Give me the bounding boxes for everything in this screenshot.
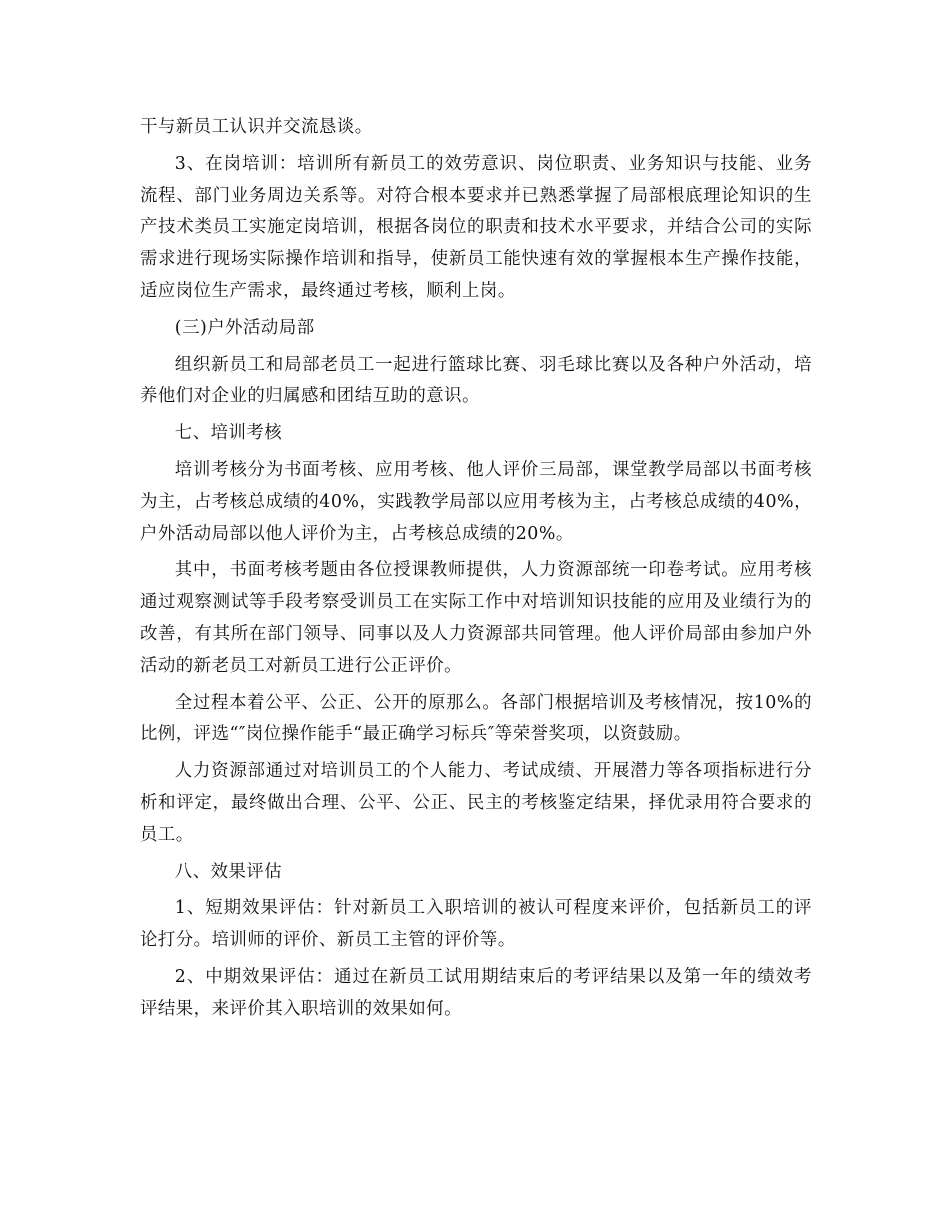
paragraph-fair-principle: 全过程本着公平、公正、公开的原那么。各部门根据培训及考核情况，按10%的比例，评选“″岗位操作能手“最正确学习标兵″等荣誉奖项，以资鼓励。	[140, 692, 812, 745]
document-body	[140, 112, 812, 1031]
paragraph-mid-term-evaluation: 2、中期效果评估：通过在新员工试用期结束后的考评结果以及第一年的绩效考评结果，来评价其入职培训的效果如何。	[140, 966, 812, 1019]
paragraph-outdoor-activities: 组织新员工和局部老员工一起进行篮球比赛、羽毛球比赛以及各种户外活动，培养他们对企业的归属感和团结互助的意识。	[140, 354, 812, 407]
paragraph-onboarding-training: 3、在岗培训：培训所有新员工的效劳意识、岗位职责、业务知识与技能、业务流程、部门业务周边关系等。对符合根本要求并已熟悉掌握了局部根底理论知识的生产技术类员工实施定岗培训，根据各岗位的职责和技术水平要求，并结合公司的实际需求进行现场实际操作培训和指导，使新员工能快速有效的掌握根本生产操作技能，适应岗位生产需求，最终通过考核，顺利上岗。	[140, 153, 812, 301]
paragraph-hr-evaluation: 人力资源部通过对培训员工的个人能力、考试成绩、开展潜力等各项指标进行分析和评定，最终做出合理、公平、公正、民主的考核鉴定结果，择优录用符合要求的员工。	[140, 761, 812, 845]
paragraph-assessment-methods: 其中，书面考核考题由各位授课教师提供，人力资源部统一印卷考试。应用考核通过观察测试等手段考察受训员工在实际工作中对培训知识技能的应用及业绩行为的改善，有其所在部门领导、同事以及人力资源部共同管理。他人评价局部由参加户外活动的新老员工对新员工进行公正评价。	[140, 560, 812, 676]
section-heading-training-assessment: 七、培训考核	[174, 423, 283, 444]
paragraph-continuation: 干与新员工认识并交流恳谈。	[140, 117, 373, 137]
section-heading-effect-evaluation: 八、效果评估	[174, 861, 283, 882]
section-heading-outdoor-activities: (三)户外活动局部	[174, 317, 315, 338]
paragraph-assessment-weights: 培训考核分为书面考核、应用考核、他人评价三局部，课堂教学局部以书面考核为主，占考核总成绩的40%，实践教学局部以应用考核为主，占考核总成绩的40%，户外活动局部以他人评价为主，占考核总成绩的20%。	[140, 459, 812, 544]
paragraph-short-term-evaluation: 1、短期效果评估：针对新员工入职培训的被认可程度来评价，包括新员工的评论打分。培训师的评价、新员工主管的评价等。	[140, 898, 812, 951]
